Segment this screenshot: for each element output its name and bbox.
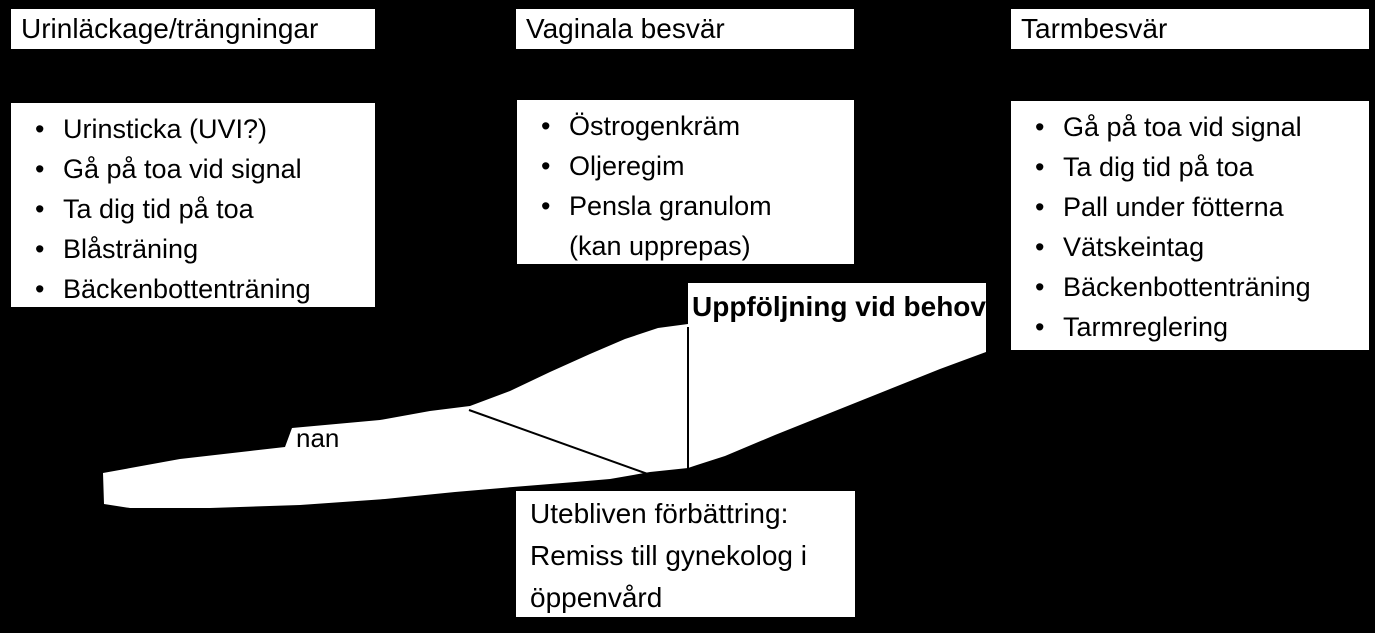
list-item: • Tarmreglering (1011, 307, 1365, 347)
list-item: • Oljeregim (517, 146, 850, 186)
list-item: • Ta dig tid på toa (11, 189, 371, 229)
list-item-continuation: (kan upprepas) (569, 231, 751, 261)
followup-label-text: Uppföljning vid behov (692, 291, 986, 322)
list-item: • Östrogenkräm (517, 106, 850, 146)
referral-line: Remiss till gynekolog i (530, 540, 807, 571)
list-item: • Ta dig tid på toa (1011, 147, 1365, 187)
list-box-tarmbesvar (1008, 98, 1372, 353)
list-item: • Bäckenbottenträning (1011, 267, 1365, 307)
list-item: • Bäckenbottenträning (11, 269, 371, 309)
vaginala-list (517, 100, 854, 266)
list-item: • Pall under fötterna (1011, 187, 1365, 227)
header-urinlackage-label: Urinläckage/trängningar (21, 13, 319, 44)
list-item: • Gå på toa vid signal (11, 149, 371, 189)
list-item: • Pensla granulom (517, 186, 850, 226)
list-item: • Blåsträning (11, 229, 371, 269)
referral-line: Utebliven förbättring: (530, 498, 789, 529)
urinlackage-list (11, 103, 375, 309)
header-tarmbesvar (1008, 6, 1372, 52)
tarmbesvar-list (1011, 101, 1369, 347)
list-item: • Vätskeintag (1011, 227, 1365, 267)
header-tarmbesvar-label: Tarmbesvär (1021, 13, 1168, 44)
followup-label (689, 283, 986, 330)
list-item: • Gå på toa vid signal (1011, 107, 1365, 147)
header-vaginala-label: Vaginala besvär (526, 13, 725, 44)
list-box-urinlackage (8, 100, 378, 310)
referral-line: öppenvård (530, 582, 663, 613)
referral-box (513, 488, 858, 620)
header-vaginala (513, 6, 857, 52)
clipped-text-fragment: nan (296, 423, 340, 453)
header-urinlackage (8, 6, 378, 52)
list-box-vaginala (514, 97, 857, 267)
list-item: • Urinsticka (UVI?) (11, 109, 371, 149)
